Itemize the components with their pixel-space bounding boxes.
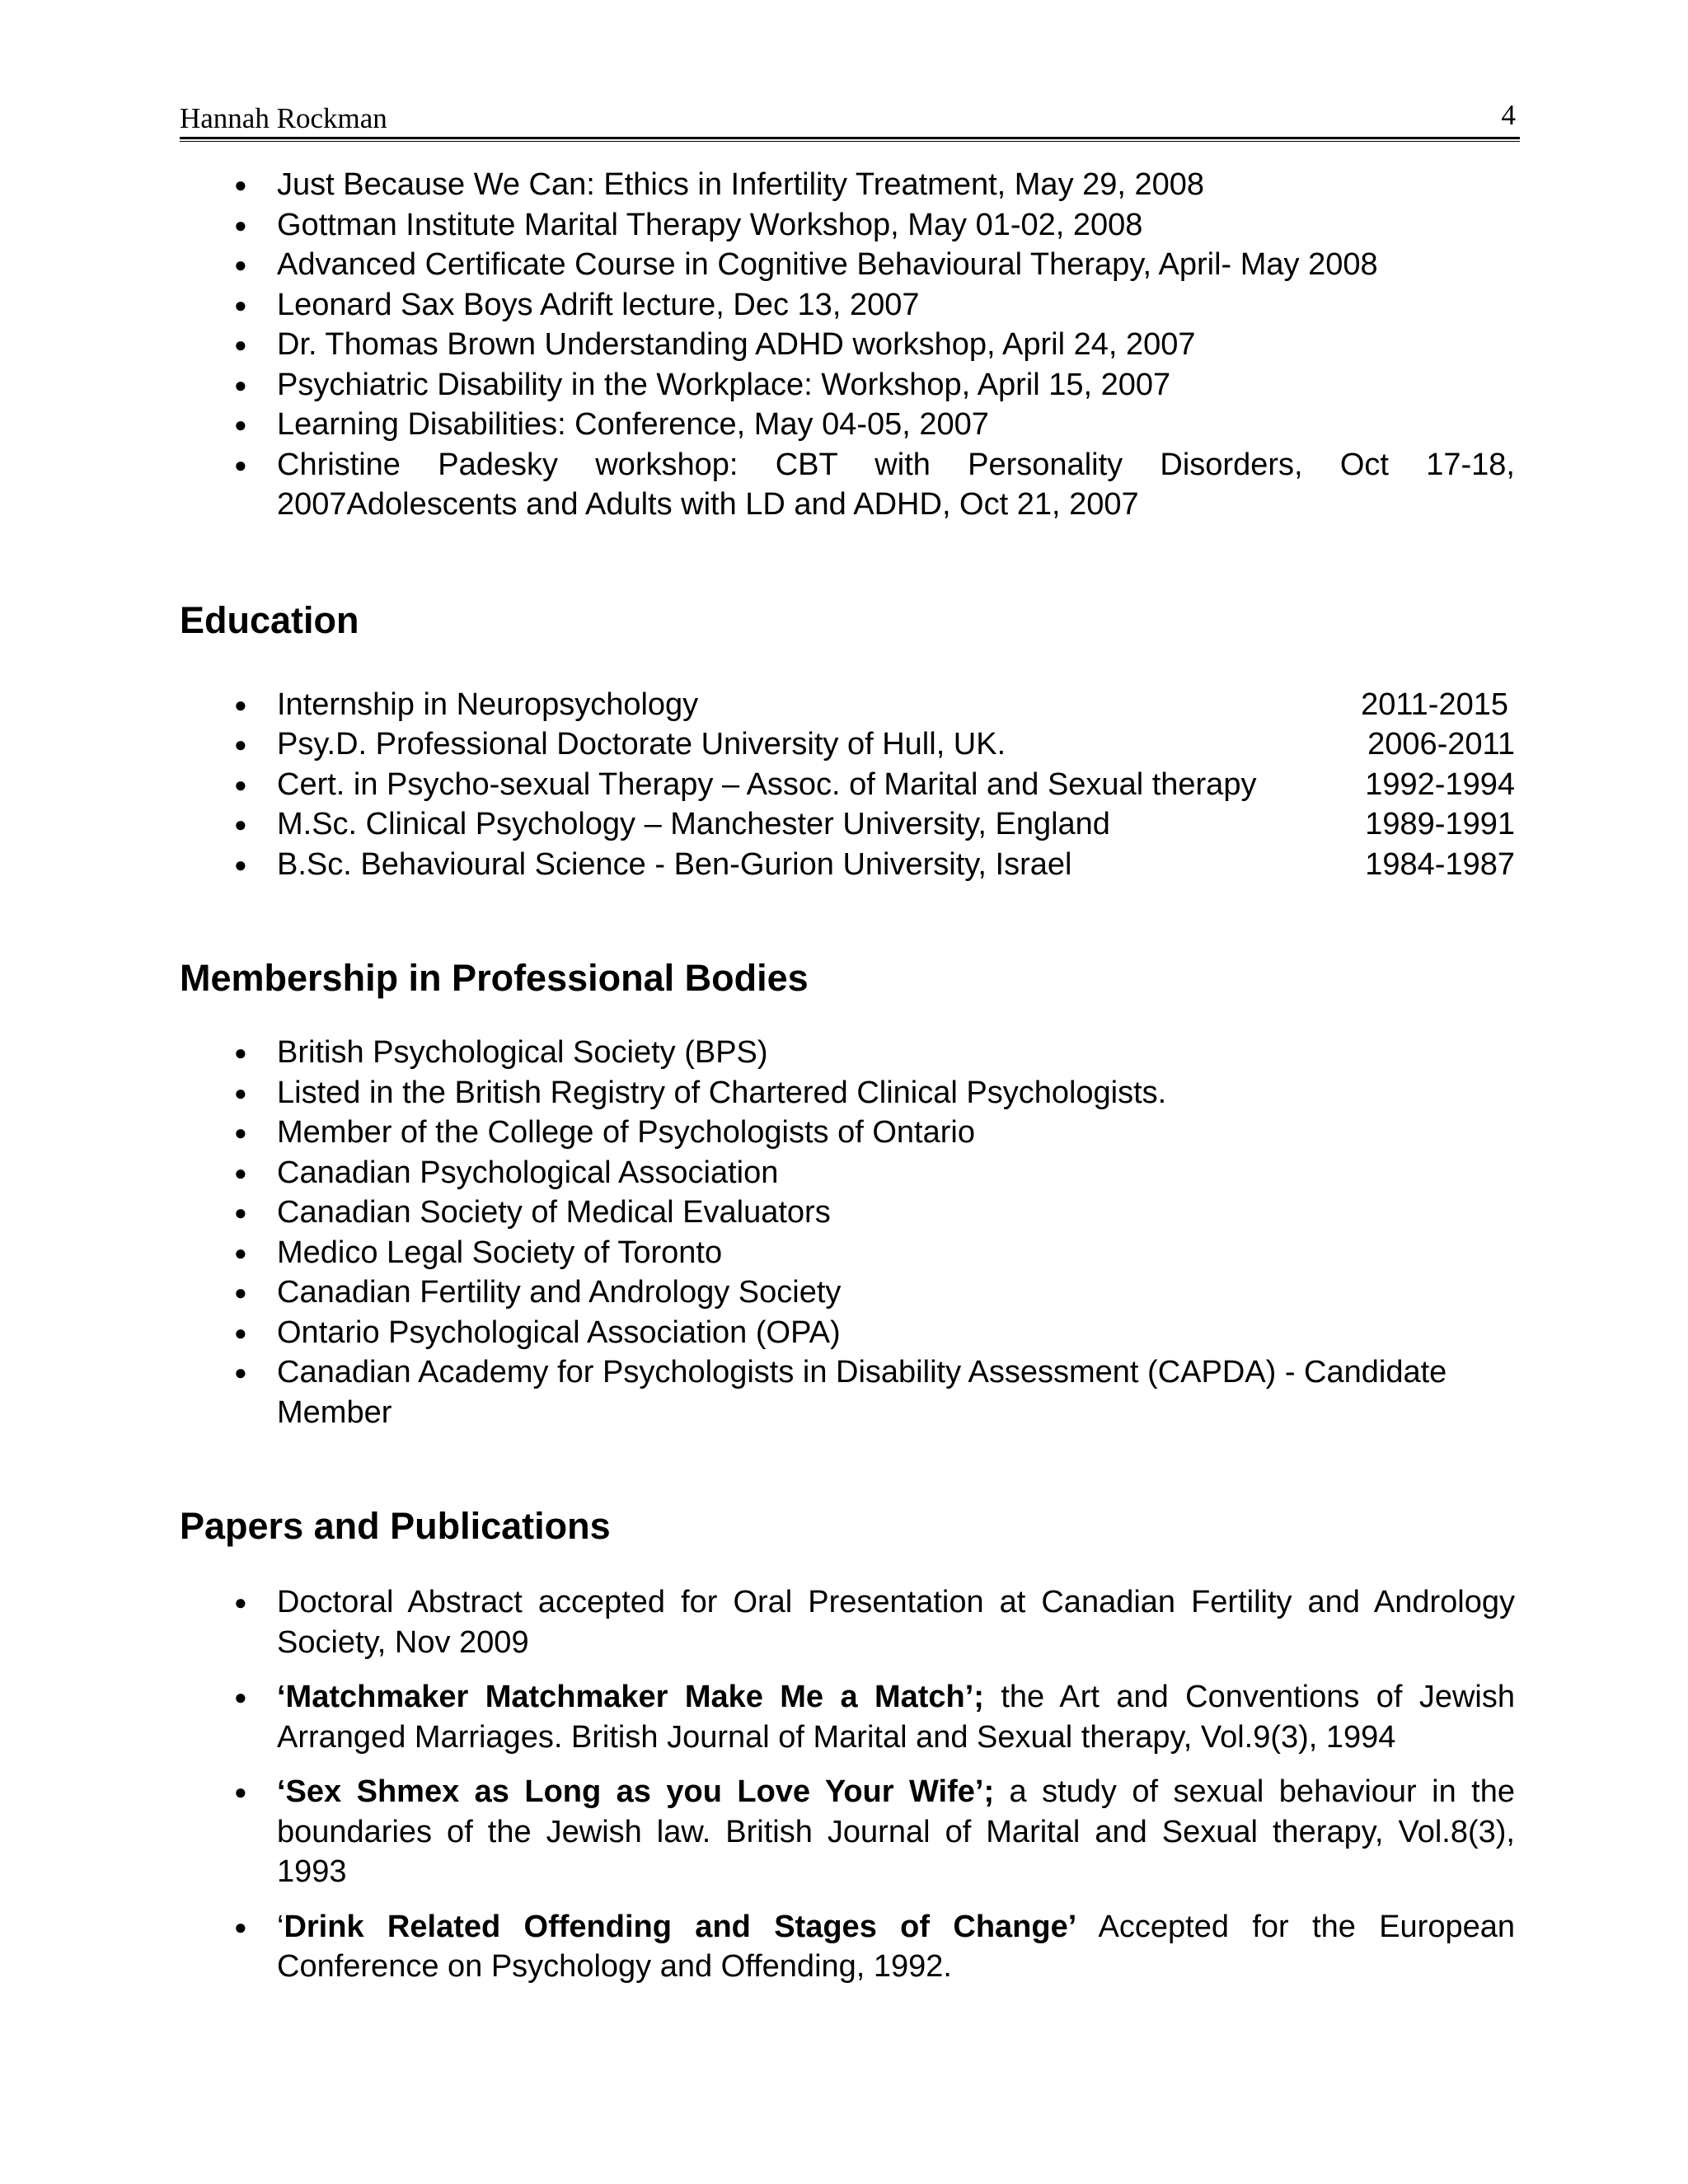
publications-list (180, 1582, 1515, 1987)
education-item: ● Internship in Neuropsychology 2011-2015 (180, 685, 1515, 725)
bullet-icon: ● (234, 1160, 247, 1185)
list-item: ● Dr. Thomas Brown Understanding ADHD workshop, April 24, 2007 (180, 325, 1515, 365)
list-item: ● Advanced Certificate Course in Cognitive Behavioural Therapy, April- May 2008 (180, 245, 1515, 285)
list-item: ● Gottman Institute Marital Therapy Workshop, May 01-02, 2008 (180, 205, 1515, 246)
list-item: ● Just Because We Can: Ethics in Infertility Treatment, May 29, 2008 (180, 165, 1515, 205)
bullet-icon: ● (234, 412, 247, 437)
list-item: ● Christine Padesky workshop: CBT with Personality Disorders, Oct 17-18, 2007Adolescents and Adults with LD and ADHD, Oct 21, 2007 (180, 445, 1515, 525)
publication-item: ● ‘Sex Shmex as Long as you Love Your Wife’; a study of sexual behaviour in the boundaries of the Jewish law. British Journal of Marital and Sexual therapy, Vol.8(3), 1993 (180, 1772, 1515, 1892)
list-item: ● Canadian Psychological Association (180, 1153, 1515, 1193)
list-item: ● Leonard Sax Boys Adrift lecture, Dec 13, 2007 (180, 285, 1515, 326)
education-item: ● M.Sc. Clinical Psychology – Manchester University, England 1989-1991 (180, 804, 1515, 845)
publication-title: ‘Matchmaker Matchmaker Make Me a Match’; (277, 1680, 984, 1714)
bullet-icon: ● (234, 691, 247, 717)
list-item: ● Listed in the British Registry of Chartered Clinical Psychologists. (180, 1073, 1515, 1113)
bullet-icon: ● (234, 292, 247, 317)
membership-list (180, 1033, 1515, 1432)
list-item: ● Canadian Academy for Psychologists in Disability Assessment (CAPDA) - Candidate Member (180, 1352, 1515, 1432)
header-author: Hannah Rockman (180, 102, 387, 134)
bullet-icon: ● (234, 212, 247, 237)
bullet-icon: ● (234, 812, 247, 837)
education-years: 1989-1991 (1365, 807, 1515, 841)
list-item: ● Psychiatric Disability in the Workplace: Workshop, April 15, 2007 (180, 365, 1515, 405)
education-item: ● B.Sc. Behavioural Science - Ben-Gurion University, Israel 1984-1987 (180, 845, 1515, 885)
header-rule (180, 137, 1520, 139)
publication-item: ● Doctoral Abstract accepted for Oral Presentation at Canadian Fertility and Andrology Society, Nov 2009 (180, 1582, 1515, 1662)
education-item: ● Psy.D. Professional Doctorate University of Hull, UK. 2006-2011 (180, 724, 1515, 765)
list-item: ● British Psychological Society (BPS) (180, 1033, 1515, 1073)
bullet-icon: ● (234, 1319, 247, 1345)
education-years: 1984-1987 (1365, 846, 1515, 882)
publications-heading: Papers and Publications (180, 1505, 611, 1547)
bullet-icon: ● (234, 1040, 247, 1065)
membership-heading: Membership in Professional Bodies (180, 957, 809, 999)
education-item: ● Cert. in Psycho-sexual Therapy – Assoc. of Marital and Sexual therapy 1992-1994 (180, 765, 1515, 805)
bullet-icon: ● (234, 732, 247, 757)
bullet-icon: ● (234, 1779, 247, 1804)
list-item: ● Medico Legal Society of Toronto (180, 1233, 1515, 1273)
education-list (180, 685, 1515, 885)
bullet-icon: ● (234, 1200, 247, 1225)
publication-item: ● ‘Drink Related Offending and Stages of Change’ Accepted for the European Conference on Psychology and Offending, 1992. (180, 1907, 1515, 1987)
education-years: 2011-2015 (1361, 687, 1508, 722)
bullet-icon: ● (234, 1360, 247, 1385)
education-years: 1992-1994 (1365, 766, 1515, 802)
bullet-icon: ● (234, 1685, 247, 1709)
list-item: ● Member of the College of Psychologists of Ontario (180, 1113, 1515, 1153)
bullet-icon: ● (234, 1914, 247, 1939)
workshop-list (180, 165, 1515, 525)
page-header (180, 97, 1520, 140)
bullet-icon: ● (234, 1120, 247, 1145)
bullet-icon: ● (234, 1240, 247, 1265)
bullet-icon: ● (234, 1080, 247, 1105)
bullet-icon: ● (234, 771, 247, 797)
bullet-icon: ● (234, 252, 247, 277)
list-item: ● Ontario Psychological Association (OPA) (180, 1313, 1515, 1353)
bullet-icon: ● (234, 452, 247, 477)
publication-title: ‘Sex Shmex as Long as you Love Your Wife’; (277, 1774, 995, 1809)
list-item: ● Canadian Society of Medical Evaluators (180, 1193, 1515, 1233)
education-heading: Education (180, 598, 359, 641)
bullet-icon: ● (234, 332, 247, 357)
document-body (180, 165, 1515, 2002)
bullet-icon: ● (234, 1590, 247, 1615)
header-rule-thin (180, 141, 1520, 142)
list-item: ● Canadian Fertility and Andrology Society (180, 1272, 1515, 1313)
bullet-icon: ● (234, 1280, 247, 1305)
education-years: 2006-2011 (1367, 727, 1515, 762)
page-number: 4 (1501, 99, 1516, 131)
list-item: ● Learning Disabilities: Conference, May 04-05, 2007 (180, 405, 1515, 445)
bullet-icon: ● (234, 172, 247, 197)
publication-title: Drink Related Offending and Stages of Change’ (284, 1909, 1077, 1944)
bullet-icon: ● (234, 372, 247, 397)
publication-item: ● ‘Matchmaker Matchmaker Make Me a Match’; the Art and Conventions of Jewish Arranged Marriages. British Journal of Marital and Sexual therapy, Vol.9(3), 1994 (180, 1677, 1515, 1757)
bullet-icon: ● (234, 851, 247, 877)
